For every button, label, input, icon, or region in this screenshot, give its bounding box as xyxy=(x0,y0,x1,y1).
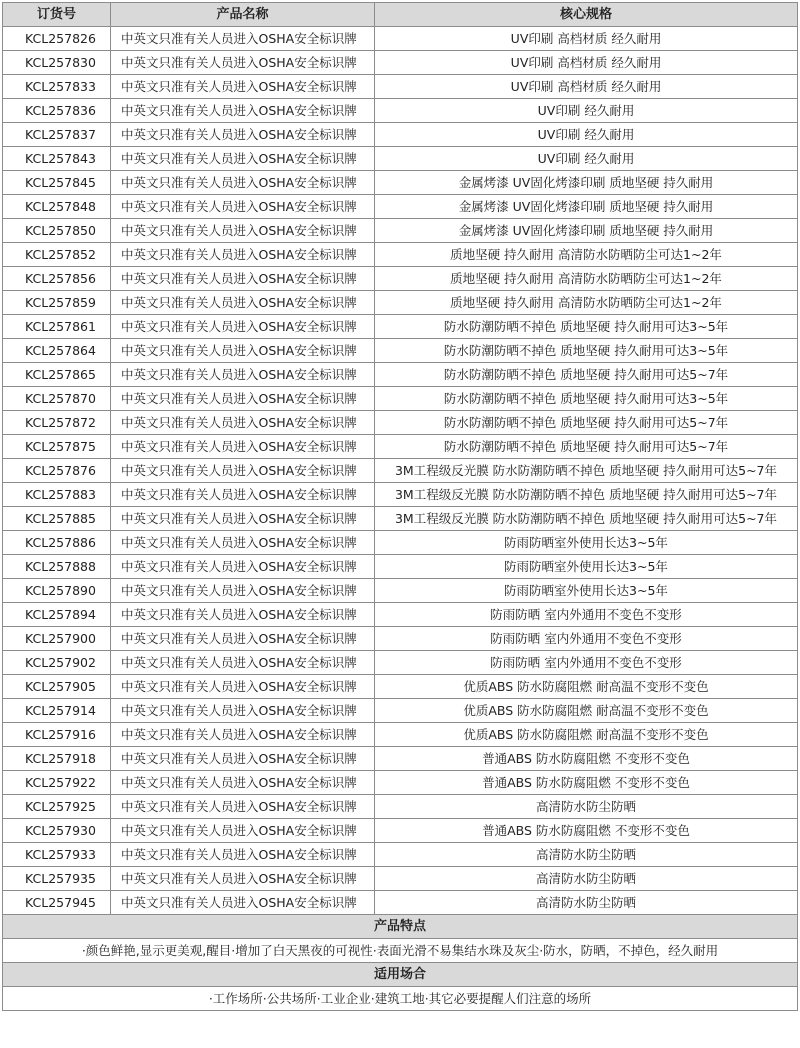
cell-name: 中英文只准有关人员进入OSHA安全标识牌 xyxy=(111,555,375,579)
cell-code: KCL257859 xyxy=(3,291,111,315)
cell-code: KCL257843 xyxy=(3,147,111,171)
cell-name: 中英文只准有关人员进入OSHA安全标识牌 xyxy=(111,27,375,51)
table-row xyxy=(3,675,798,699)
cell-name: 中英文只准有关人员进入OSHA安全标识牌 xyxy=(111,459,375,483)
cell-spec: UV印刷 经久耐用 xyxy=(375,99,798,123)
cell-name: 中英文只准有关人员进入OSHA安全标识牌 xyxy=(111,483,375,507)
table-row xyxy=(3,819,798,843)
cell-spec: 防雨防晒 室内外通用不变色不变形 xyxy=(375,603,798,627)
cell-spec: 金属烤漆 UV固化烤漆印刷 质地坚硬 持久耐用 xyxy=(375,171,798,195)
table-row xyxy=(3,387,798,411)
cell-name: 中英文只准有关人员进入OSHA安全标识牌 xyxy=(111,219,375,243)
cell-name: 中英文只准有关人员进入OSHA安全标识牌 xyxy=(111,771,375,795)
cell-name: 中英文只准有关人员进入OSHA安全标识牌 xyxy=(111,699,375,723)
cell-code: KCL257848 xyxy=(3,195,111,219)
cell-code: KCL257902 xyxy=(3,651,111,675)
table-row xyxy=(3,291,798,315)
table-row xyxy=(3,435,798,459)
cell-spec: UV印刷 高档材质 经久耐用 xyxy=(375,75,798,99)
cell-code: KCL257852 xyxy=(3,243,111,267)
table-row xyxy=(3,531,798,555)
table-row xyxy=(3,507,798,531)
usage-title: 适用场合 xyxy=(3,963,798,987)
cell-name: 中英文只准有关人员进入OSHA安全标识牌 xyxy=(111,243,375,267)
cell-name: 中英文只准有关人员进入OSHA安全标识牌 xyxy=(111,795,375,819)
cell-name: 中英文只准有关人员进入OSHA安全标识牌 xyxy=(111,147,375,171)
cell-code: KCL257900 xyxy=(3,627,111,651)
cell-code: KCL257894 xyxy=(3,603,111,627)
cell-spec: UV印刷 经久耐用 xyxy=(375,123,798,147)
cell-spec: 防雨防晒 室内外通用不变色不变形 xyxy=(375,651,798,675)
cell-spec: 3M工程级反光膜 防水防潮防晒不掉色 质地坚硬 持久耐用可达5~7年 xyxy=(375,483,798,507)
table-row xyxy=(3,195,798,219)
cell-code: KCL257826 xyxy=(3,27,111,51)
usage-text: ·工作场所·公共场所·工业企业·建筑工地·其它必要提醒人们注意的场所 xyxy=(3,987,798,1011)
cell-spec: 高清防水防尘防晒 xyxy=(375,795,798,819)
cell-spec: 质地坚硬 持久耐用 高清防水防晒防尘可达1~2年 xyxy=(375,291,798,315)
cell-code: KCL257925 xyxy=(3,795,111,819)
table-row xyxy=(3,459,798,483)
cell-name: 中英文只准有关人员进入OSHA安全标识牌 xyxy=(111,123,375,147)
table-row xyxy=(3,699,798,723)
cell-spec: 高清防水防尘防晒 xyxy=(375,891,798,915)
cell-code: KCL257861 xyxy=(3,315,111,339)
cell-spec: 防水防潮防晒不掉色 质地坚硬 持久耐用可达5~7年 xyxy=(375,411,798,435)
product-table xyxy=(2,2,798,1011)
table-row xyxy=(3,75,798,99)
table-body xyxy=(3,27,798,915)
cell-code: KCL257876 xyxy=(3,459,111,483)
cell-code: KCL257885 xyxy=(3,507,111,531)
cell-code: KCL257922 xyxy=(3,771,111,795)
cell-spec: 防雨防晒室外使用长达3~5年 xyxy=(375,555,798,579)
cell-code: KCL257918 xyxy=(3,747,111,771)
cell-spec: 高清防水防尘防晒 xyxy=(375,843,798,867)
cell-code: KCL257933 xyxy=(3,843,111,867)
cell-name: 中英文只准有关人员进入OSHA安全标识牌 xyxy=(111,435,375,459)
cell-spec: 防雨防晒 室内外通用不变色不变形 xyxy=(375,627,798,651)
header-code: 订货号 xyxy=(3,3,111,27)
features-text: ·颜色鲜艳,显示更美观,醒目·增加了白天黑夜的可视性·表面光滑不易集结水珠及灰尘·防水，防晒，不掉色，经久耐用 xyxy=(3,939,798,963)
cell-code: KCL257945 xyxy=(3,891,111,915)
cell-code: KCL257837 xyxy=(3,123,111,147)
features-body-row xyxy=(3,939,798,963)
cell-name: 中英文只准有关人员进入OSHA安全标识牌 xyxy=(111,819,375,843)
cell-spec: 优质ABS 防水防腐阻燃 耐高温不变形不变色 xyxy=(375,699,798,723)
cell-spec: 防水防潮防晒不掉色 质地坚硬 持久耐用可达3~5年 xyxy=(375,387,798,411)
table-row xyxy=(3,867,798,891)
header-row xyxy=(3,3,798,27)
cell-name: 中英文只准有关人员进入OSHA安全标识牌 xyxy=(111,531,375,555)
cell-name: 中英文只准有关人员进入OSHA安全标识牌 xyxy=(111,387,375,411)
table-row xyxy=(3,99,798,123)
table-row xyxy=(3,843,798,867)
cell-spec: 高清防水防尘防晒 xyxy=(375,867,798,891)
cell-name: 中英文只准有关人员进入OSHA安全标识牌 xyxy=(111,267,375,291)
cell-name: 中英文只准有关人员进入OSHA安全标识牌 xyxy=(111,627,375,651)
table-row xyxy=(3,771,798,795)
table-row xyxy=(3,243,798,267)
table-row xyxy=(3,411,798,435)
table-row xyxy=(3,123,798,147)
cell-code: KCL257872 xyxy=(3,411,111,435)
table-row xyxy=(3,651,798,675)
cell-code: KCL257864 xyxy=(3,339,111,363)
spec-sheet xyxy=(2,2,797,1011)
table-row xyxy=(3,627,798,651)
cell-code: KCL257870 xyxy=(3,387,111,411)
cell-code: KCL257890 xyxy=(3,579,111,603)
features-title-row xyxy=(3,915,798,939)
cell-code: KCL257865 xyxy=(3,363,111,387)
cell-spec: 普通ABS 防水防腐阻燃 不变形不变色 xyxy=(375,747,798,771)
cell-code: KCL257845 xyxy=(3,171,111,195)
cell-spec: 防水防潮防晒不掉色 质地坚硬 持久耐用可达5~7年 xyxy=(375,363,798,387)
usage-title-row xyxy=(3,963,798,987)
cell-name: 中英文只准有关人员进入OSHA安全标识牌 xyxy=(111,747,375,771)
cell-name: 中英文只准有关人员进入OSHA安全标识牌 xyxy=(111,891,375,915)
cell-name: 中英文只准有关人员进入OSHA安全标识牌 xyxy=(111,195,375,219)
cell-name: 中英文只准有关人员进入OSHA安全标识牌 xyxy=(111,723,375,747)
cell-code: KCL257883 xyxy=(3,483,111,507)
cell-code: KCL257886 xyxy=(3,531,111,555)
cell-spec: 防雨防晒室外使用长达3~5年 xyxy=(375,579,798,603)
table-row xyxy=(3,603,798,627)
table-row xyxy=(3,51,798,75)
cell-spec: UV印刷 经久耐用 xyxy=(375,147,798,171)
cell-name: 中英文只准有关人员进入OSHA安全标识牌 xyxy=(111,603,375,627)
table-row xyxy=(3,339,798,363)
cell-code: KCL257916 xyxy=(3,723,111,747)
cell-code: KCL257930 xyxy=(3,819,111,843)
cell-name: 中英文只准有关人员进入OSHA安全标识牌 xyxy=(111,363,375,387)
table-row xyxy=(3,267,798,291)
table-row xyxy=(3,219,798,243)
table-row xyxy=(3,555,798,579)
cell-name: 中英文只准有关人员进入OSHA安全标识牌 xyxy=(111,579,375,603)
cell-spec: 防水防潮防晒不掉色 质地坚硬 持久耐用可达3~5年 xyxy=(375,315,798,339)
cell-code: KCL257830 xyxy=(3,51,111,75)
cell-name: 中英文只准有关人员进入OSHA安全标识牌 xyxy=(111,651,375,675)
table-row xyxy=(3,27,798,51)
cell-spec: 优质ABS 防水防腐阻燃 耐高温不变形不变色 xyxy=(375,675,798,699)
cell-name: 中英文只准有关人员进入OSHA安全标识牌 xyxy=(111,867,375,891)
cell-spec: 质地坚硬 持久耐用 高清防水防晒防尘可达1~2年 xyxy=(375,243,798,267)
cell-spec: 优质ABS 防水防腐阻燃 耐高温不变形不变色 xyxy=(375,723,798,747)
cell-name: 中英文只准有关人员进入OSHA安全标识牌 xyxy=(111,843,375,867)
table-row xyxy=(3,723,798,747)
cell-spec: 普通ABS 防水防腐阻燃 不变形不变色 xyxy=(375,819,798,843)
cell-spec: UV印刷 高档材质 经久耐用 xyxy=(375,51,798,75)
table-row xyxy=(3,147,798,171)
table-row xyxy=(3,483,798,507)
cell-spec: 金属烤漆 UV固化烤漆印刷 质地坚硬 持久耐用 xyxy=(375,219,798,243)
cell-spec: 防水防潮防晒不掉色 质地坚硬 持久耐用可达3~5年 xyxy=(375,339,798,363)
cell-code: KCL257905 xyxy=(3,675,111,699)
cell-name: 中英文只准有关人员进入OSHA安全标识牌 xyxy=(111,507,375,531)
cell-code: KCL257856 xyxy=(3,267,111,291)
cell-code: KCL257850 xyxy=(3,219,111,243)
table-row xyxy=(3,795,798,819)
header-spec: 核心规格 xyxy=(375,3,798,27)
cell-spec: 质地坚硬 持久耐用 高清防水防晒防尘可达1~2年 xyxy=(375,267,798,291)
cell-spec: 普通ABS 防水防腐阻燃 不变形不变色 xyxy=(375,771,798,795)
features-title: 产品特点 xyxy=(3,915,798,939)
cell-spec: UV印刷 高档材质 经久耐用 xyxy=(375,27,798,51)
header-name: 产品名称 xyxy=(111,3,375,27)
table-row xyxy=(3,579,798,603)
cell-name: 中英文只准有关人员进入OSHA安全标识牌 xyxy=(111,291,375,315)
cell-code: KCL257935 xyxy=(3,867,111,891)
table-row xyxy=(3,747,798,771)
cell-spec: 防雨防晒室外使用长达3~5年 xyxy=(375,531,798,555)
cell-name: 中英文只准有关人员进入OSHA安全标识牌 xyxy=(111,171,375,195)
cell-code: KCL257836 xyxy=(3,99,111,123)
table-row xyxy=(3,891,798,915)
usage-body-row xyxy=(3,987,798,1011)
cell-code: KCL257833 xyxy=(3,75,111,99)
cell-spec: 3M工程级反光膜 防水防潮防晒不掉色 质地坚硬 持久耐用可达5~7年 xyxy=(375,459,798,483)
cell-code: KCL257875 xyxy=(3,435,111,459)
cell-name: 中英文只准有关人员进入OSHA安全标识牌 xyxy=(111,411,375,435)
cell-code: KCL257914 xyxy=(3,699,111,723)
cell-name: 中英文只准有关人员进入OSHA安全标识牌 xyxy=(111,339,375,363)
cell-spec: 防水防潮防晒不掉色 质地坚硬 持久耐用可达5~7年 xyxy=(375,435,798,459)
cell-name: 中英文只准有关人员进入OSHA安全标识牌 xyxy=(111,99,375,123)
cell-name: 中英文只准有关人员进入OSHA安全标识牌 xyxy=(111,675,375,699)
cell-name: 中英文只准有关人员进入OSHA安全标识牌 xyxy=(111,75,375,99)
cell-code: KCL257888 xyxy=(3,555,111,579)
cell-spec: 金属烤漆 UV固化烤漆印刷 质地坚硬 持久耐用 xyxy=(375,195,798,219)
table-row xyxy=(3,315,798,339)
cell-name: 中英文只准有关人员进入OSHA安全标识牌 xyxy=(111,315,375,339)
table-row xyxy=(3,171,798,195)
table-row xyxy=(3,363,798,387)
cell-name: 中英文只准有关人员进入OSHA安全标识牌 xyxy=(111,51,375,75)
cell-spec: 3M工程级反光膜 防水防潮防晒不掉色 质地坚硬 持久耐用可达5~7年 xyxy=(375,507,798,531)
